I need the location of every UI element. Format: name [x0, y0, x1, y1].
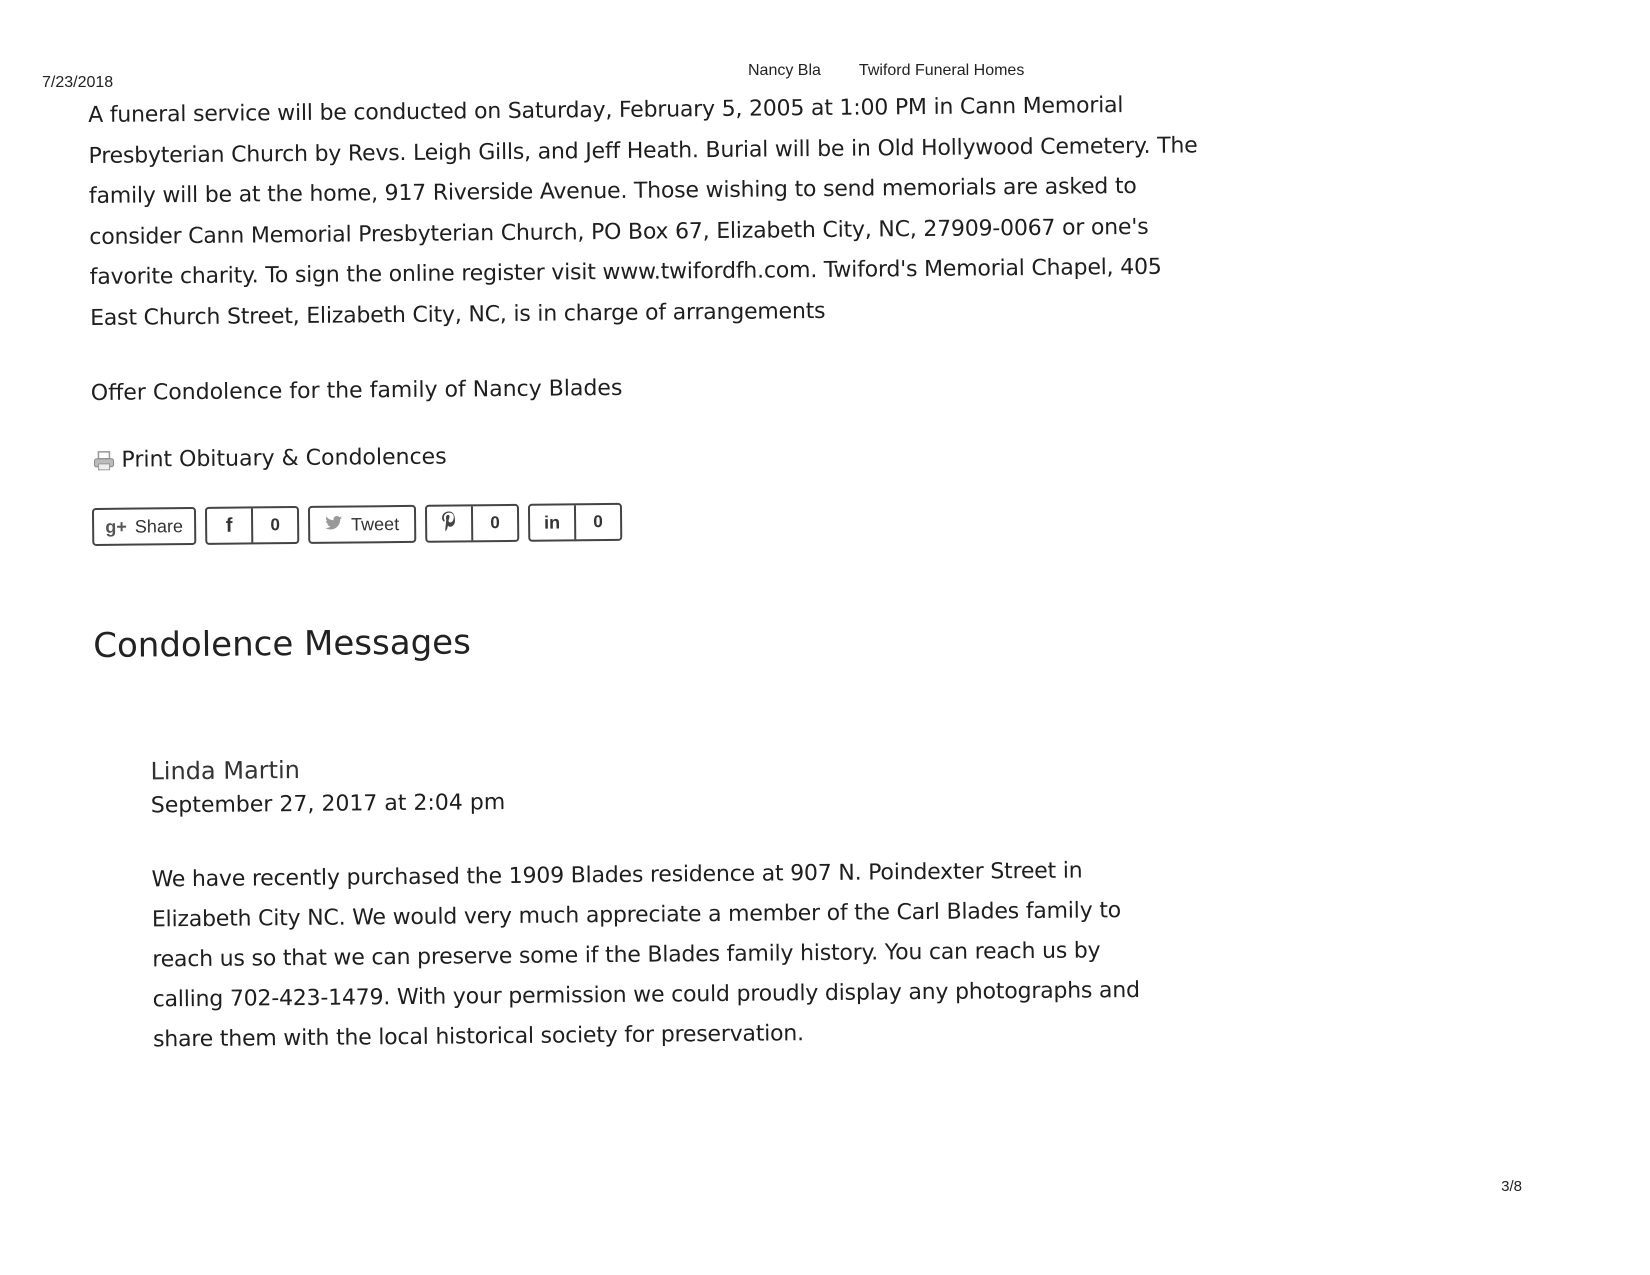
page-number: 3/8	[1501, 1178, 1522, 1195]
print-title-left: Nancy Bla	[748, 62, 821, 79]
condolence-date: September 27, 2017 at 2:04 pm	[150, 790, 506, 819]
google-plus-share-button[interactable]	[92, 507, 196, 546]
page-content	[88, 85, 1217, 1061]
share-buttons	[92, 497, 1212, 546]
print-title-right: Twiford Funeral Homes	[858, 62, 1025, 79]
condolence-message: We have recently purchased the 1909 Blades residence at 907 N. Poindexter Street in Elizabeth City NC. We would very much appreciate a member of the Carl Blades family to reach us so that we can preserve some if the Blades family history. You can reach us by calling 702-423-1479. With your permission we could proudly display any photographs and share them with the local historical society for preservation.	[151, 858, 1140, 1053]
printer-icon	[91, 449, 117, 471]
print-obituary-link[interactable]	[91, 437, 1211, 473]
google-plus-share-label: Share	[134, 515, 184, 537]
facebook-icon: f	[225, 514, 233, 537]
pinterest-share-count: 0	[471, 506, 517, 540]
obituary-paragraph: A funeral service will be conducted on Saturday, February 5, 2005 at 1:00 PM in Cann Memorial Presbyterian Church by Revs. Leigh Gills, and Jeff Heath. Burial will be in Old Hollywood Cemetery. The family will be at the home, 917 Riverside Avenue. Those wishing to send memorials are asked to consider Cann Memorial Presbyterian Church, PO Box 67, Elizabeth City, NC, 27909-0067 or one's favorite charity. To sign the online register visit www.twifordfh.com. Twiford's Memorial Chapel, 405 East Church Street, Elizabeth City, NC, is in charge of arrangements	[88, 93, 1198, 331]
twitter-bird-icon	[325, 514, 343, 535]
tweet-label: Tweet	[351, 513, 400, 534]
pinterest-icon	[440, 510, 458, 537]
linkedin-icon: in	[544, 511, 561, 533]
condolence-author: Linda Martin	[150, 755, 301, 786]
twitter-tweet-button[interactable]	[308, 505, 416, 544]
offer-condolence-link[interactable]: Offer Condolence for the family of Nancy Blades	[90, 375, 623, 406]
print-page-title	[748, 62, 1024, 80]
condolence-item	[150, 747, 1217, 1060]
condolence-messages-heading: Condolence Messages	[93, 622, 472, 666]
print-date: 7/23/2018	[42, 74, 114, 91]
facebook-share-button[interactable]	[205, 506, 299, 545]
linkedin-share-button[interactable]	[528, 503, 622, 542]
pinterest-share-button[interactable]	[425, 504, 519, 543]
print-obituary-label: Print Obituary & Condolences	[121, 444, 447, 473]
facebook-share-count: 0	[251, 508, 297, 542]
linkedin-share-count: 0	[574, 505, 620, 539]
google-plus-icon: g+	[105, 516, 127, 537]
